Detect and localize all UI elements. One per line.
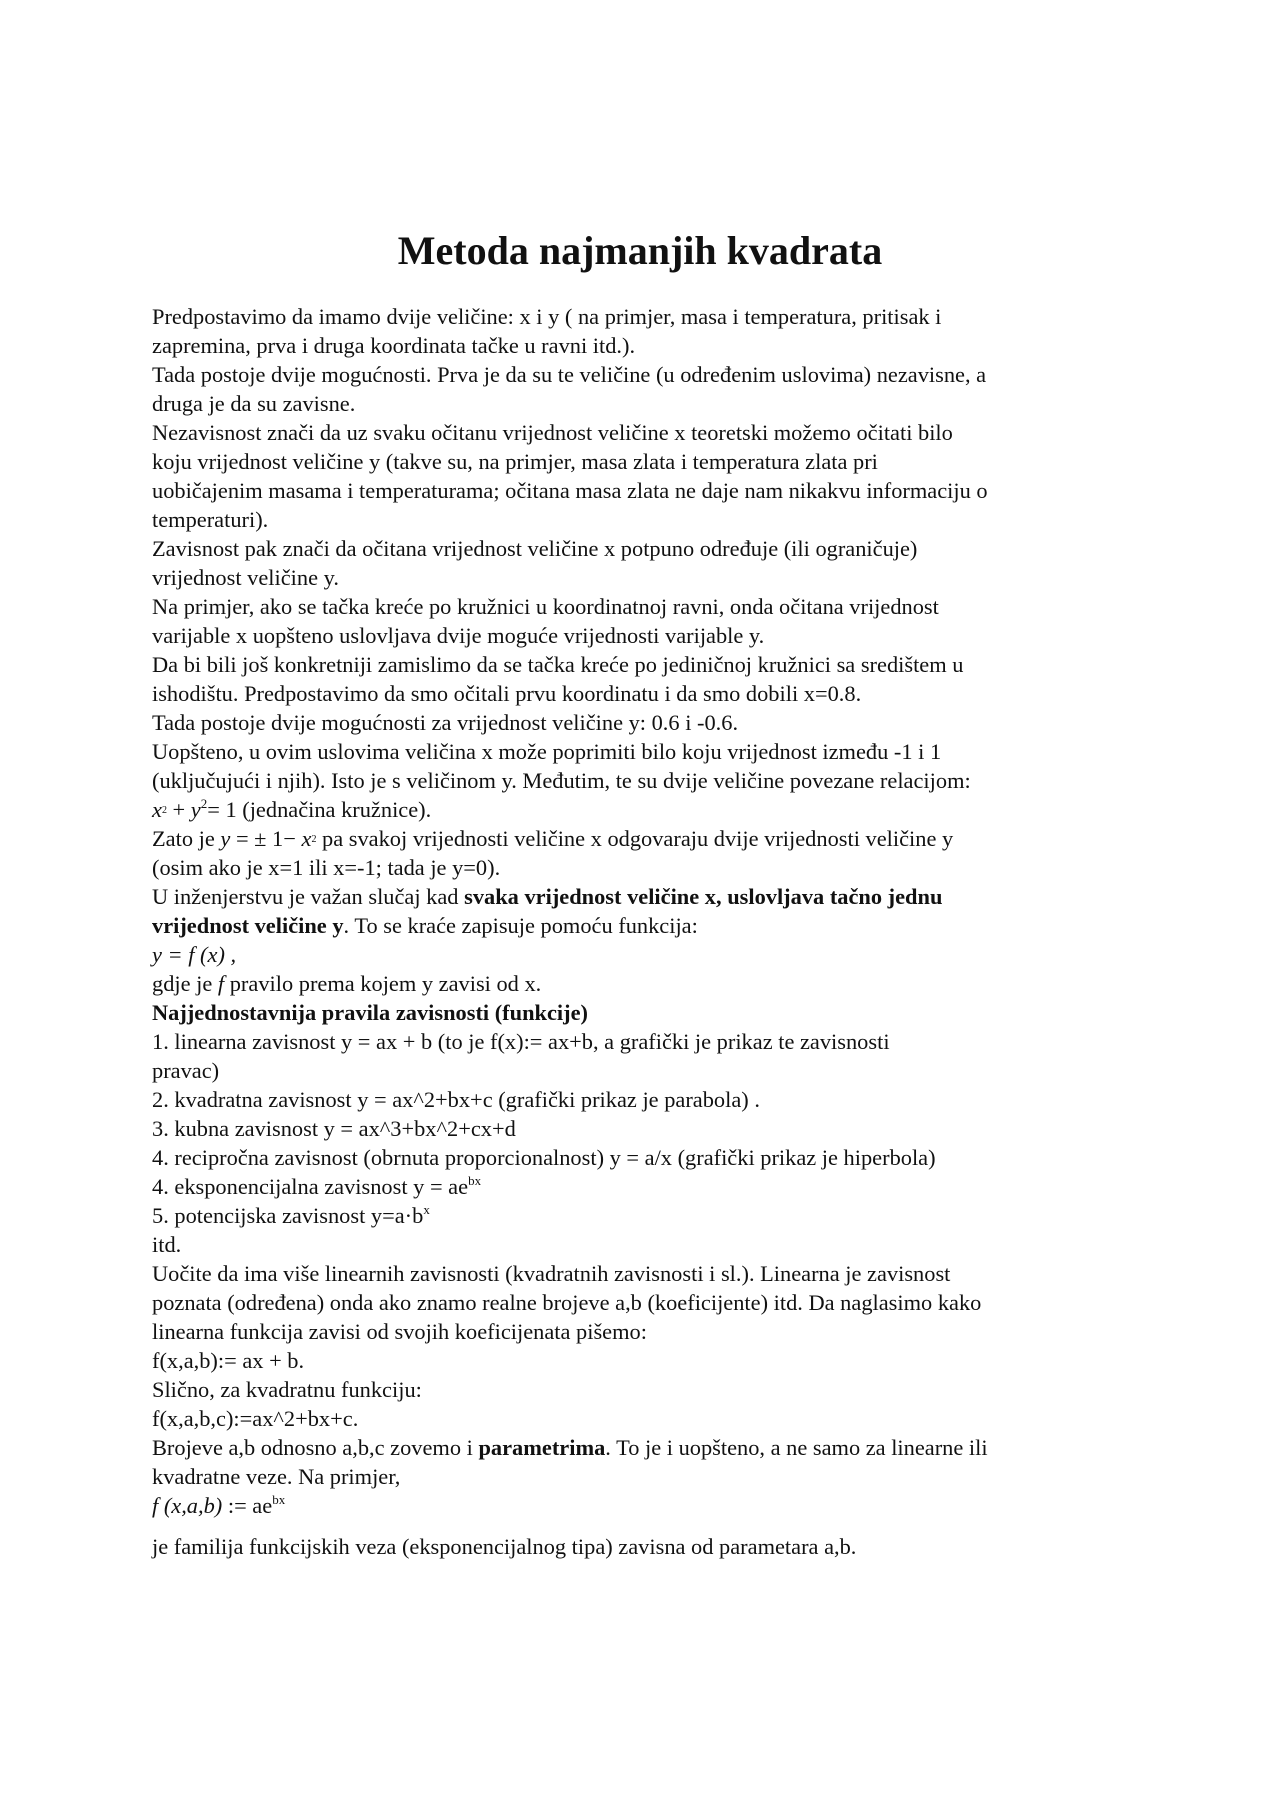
document-body bbox=[152, 302, 1152, 1561]
zato-eq: = ± 1− bbox=[230, 826, 302, 851]
zato-y: y bbox=[220, 826, 231, 851]
text-line: kvadratne veze. Na primjer, bbox=[152, 1464, 401, 1489]
text-line: (osim ako je x=1 ili x=-1; tada je y=0). bbox=[152, 855, 501, 880]
zato-suffix: pa svakoj vrijednosti veličine x odgovaraju dvije vrijednosti veličine y bbox=[316, 826, 954, 851]
params-suffix: . To je i uopšteno, a ne samo za linearne ili bbox=[605, 1435, 988, 1460]
text-line: linearna funkcija zavisi od svojih koeficijenata pišemo: bbox=[152, 1319, 647, 1344]
text-line: Na primjer, ako se tačka kreće po kružnici u koordinatnoj ravni, onda očitana vrijednost bbox=[152, 594, 939, 619]
list-item: pravac) bbox=[152, 1058, 220, 1083]
list-item: 3. kubna zavisnost y = ax^3+bx^2+cx+d bbox=[152, 1116, 516, 1141]
text-line: je familija funkcijskih veza (eksponencijalnog tipa) zavisna od parametara a,b. bbox=[152, 1534, 857, 1559]
fxab-sup: bx bbox=[272, 1492, 286, 1507]
exp-item-sup: bx bbox=[468, 1173, 482, 1188]
fxab-assign: := ae bbox=[222, 1493, 273, 1518]
gdje-suffix: pravilo prema kojem y zavisi od x. bbox=[224, 971, 542, 996]
text-line: Uopšteno, u ovim uslovima veličina x može poprimiti bilo koju vrijednost između -1 i 1 bbox=[152, 739, 942, 764]
text-line: temperaturi). bbox=[152, 507, 269, 532]
text-line: ishodištu. Predpostavimo da smo očitali prvu koordinatu i da smo dobili x=0.8. bbox=[152, 681, 862, 706]
fxab-text: f (x,a,b) bbox=[152, 1493, 223, 1518]
zato-line bbox=[152, 824, 1152, 853]
section-heading-text: Najjednostavnija pravila zavisnosti (funkcije) bbox=[152, 1000, 588, 1025]
text-line: Predpostavimo da imamo dvije veličine: x i y ( na primjer, masa i temperatura, pritisak i bbox=[152, 304, 942, 329]
pow-item-text: 5. potencijska zavisnost y=a·b bbox=[152, 1203, 424, 1228]
zato-prefix: Zato je bbox=[152, 826, 221, 851]
text-line: zapremina, prva i druga koordinata tačke u ravni itd.). bbox=[152, 333, 636, 358]
list-item: 2. kvadratna zavisnost y = ax^2+bx+c (grafički prikaz je parabola) . bbox=[152, 1087, 760, 1112]
params-prefix: Brojeve a,b odnosno a,b,c zovemo i bbox=[152, 1435, 479, 1460]
params-bold: parametrima bbox=[478, 1435, 606, 1460]
text-line: koju vrijednost veličine y (takve su, na primjer, masa zlata i temperatura zlata pri bbox=[152, 449, 878, 474]
inz-suffix: . To se kraće zapisuje pomoću funkcija: bbox=[343, 913, 698, 938]
text-line: (uključujući i njih). Isto je s veličinom y. Međutim, te su dvije veličine povezane relacijom: bbox=[152, 768, 971, 793]
text-line: Da bi bili još konkretniji zamislimo da se tačka kreće po jediničnoj kružnici sa središtem u bbox=[152, 652, 964, 677]
function-formula bbox=[152, 940, 1152, 969]
list-item-exponential bbox=[152, 1172, 1152, 1201]
inz-bold-1: svaka vrijednost veličine x, uslovljava tačno jednu bbox=[464, 884, 943, 909]
text-line: poznata (određena) onda ako znamo realne brojeve a,b (koeficijente) itd. Da naglasimo kako bbox=[152, 1290, 982, 1315]
family-formula bbox=[152, 1491, 1152, 1520]
eq-x: x bbox=[152, 797, 162, 822]
eq-y-exponent: 2 bbox=[200, 796, 208, 811]
inzenjerstvo-line bbox=[152, 882, 1152, 911]
text-line: Tada postoje dvije mogućnosti za vrijednost veličine y: 0.6 i -0.6. bbox=[152, 710, 739, 735]
gdje-line bbox=[152, 969, 1152, 998]
inz-prefix: U inženjerstvu je važan slučaj kad bbox=[152, 884, 465, 909]
eq-y: y bbox=[190, 797, 201, 822]
gdje-prefix: gdje je bbox=[152, 971, 218, 996]
text-line: druga je da su zavisne. bbox=[152, 391, 356, 416]
text-line: Tada postoje dvije mogućnosti. Prva je da su te veličine (u određenim uslovima) nezavisne, a bbox=[152, 362, 987, 387]
text-line: f(x,a,b):= ax + b. bbox=[152, 1348, 305, 1373]
eq-x-exponent: 2 bbox=[161, 805, 167, 816]
inzenjerstvo-line-2 bbox=[152, 911, 1152, 940]
pow-item-sup: x bbox=[423, 1202, 430, 1217]
text-line: uobičajenim masama i temperaturama; očitana masa zlata ne daje nam nikakvu informaciju o bbox=[152, 478, 988, 503]
text-line: Zavisnost pak znači da očitana vrijednost veličine x potpuno određuje (ili ograničuje) bbox=[152, 536, 918, 561]
text-line: Nezavisnost znači da uz svaku očitanu vrijednost veličine x teoretski možemo očitati bilo bbox=[152, 420, 953, 445]
text-line: varijable x uopšteno uslovljava dvije moguće vrijednosti varijable y. bbox=[152, 623, 765, 648]
page-title: Metoda najmanjih kvadrata bbox=[397, 228, 883, 273]
list-item-power bbox=[152, 1201, 1152, 1230]
y-equals-fx: y = f (x) , bbox=[152, 942, 237, 967]
parametri-line bbox=[152, 1433, 1152, 1462]
text-line: vrijednost veličine y. bbox=[152, 565, 339, 590]
list-item: 1. linearna zavisnost y = ax + b (to je f(x):= ax+b, a grafički je prikaz te zavisnosti bbox=[152, 1029, 890, 1054]
section-heading bbox=[152, 998, 1152, 1027]
list-item: 4. recipročna zavisnost (obrnuta proporcionalnost) y = a/x (grafički prikaz je hiperbola) bbox=[152, 1145, 936, 1170]
text-line: f(x,a,b,c):=ax^2+bx+c. bbox=[152, 1406, 359, 1431]
zato-x: x bbox=[301, 826, 312, 851]
zato-x-exponent: 2 bbox=[311, 834, 317, 845]
text-line: Slično, za kvadratnu funkciju: bbox=[152, 1377, 422, 1402]
text-line: itd. bbox=[152, 1232, 182, 1257]
exp-item-text: 4. eksponencijalna zavisnost y = ae bbox=[152, 1174, 469, 1199]
circle-equation bbox=[152, 795, 1152, 824]
gdje-f: f bbox=[217, 971, 225, 996]
eq-rest: = 1 (jednačina kružnice). bbox=[207, 797, 432, 822]
eq-plus: + bbox=[166, 797, 191, 822]
text-line: Uočite da ima više linearnih zavisnosti (kvadratnih zavisnosti i sl.). Linearna je zavisnost bbox=[152, 1261, 951, 1286]
inz-bold-2: vrijednost veličine y bbox=[152, 913, 344, 938]
